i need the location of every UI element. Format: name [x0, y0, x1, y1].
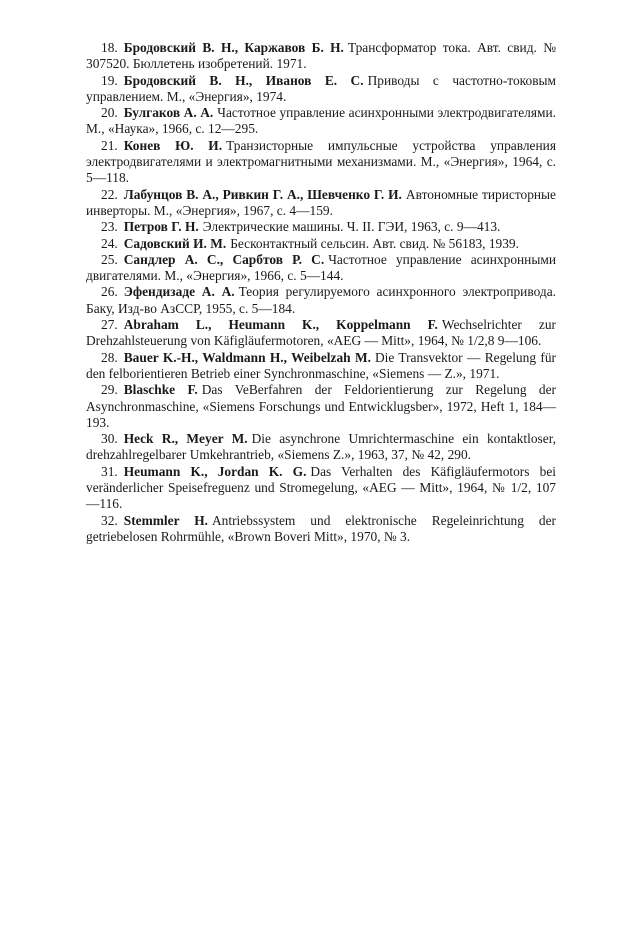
- reference-authors: Садовский И. М.: [123, 235, 227, 251]
- reference-item: [86, 431, 556, 464]
- reference-item: [86, 40, 556, 73]
- reference-authors: Лабунцов В. А., Ривкин Г. А., Шевченко Г. И.: [123, 186, 402, 202]
- reference-number: 23.: [101, 219, 118, 235]
- reference-text: Транзисторные импульсные устройства управления электродвигателями и электромагнитными механизмами. М., «Энергия», 1964, с. 5—118.: [86, 137, 556, 186]
- reference-authors: Heumann K., Jordan K. G.: [123, 463, 307, 479]
- reference-text: Die asynchrone Umrichtermaschine ein kontaktloser, drehzahlregelbarer Umkehrantrieb, «Siemens Z.», 1963, 37, № 42, 290.: [86, 431, 556, 463]
- reference-item: [86, 138, 556, 187]
- reference-text: Die Transvektor — Regelung für den felborientieren Betrieb einer Synchronmaschine, «Siemens — Z.», 1971.: [86, 349, 556, 381]
- reference-item: [86, 187, 556, 220]
- reference-authors: Бродовский В. Н., Каржавов Б. Н.: [123, 40, 344, 55]
- reference-text: Трансформатор тока. Авт. свид. № 307520. Бюллетень изобретений. 1971.: [86, 40, 556, 72]
- reference-number: 25.: [101, 251, 118, 267]
- reference-text: Приводы с частотно-токовым управлением. М., «Энергия», 1974.: [86, 72, 556, 104]
- reference-item: [86, 382, 556, 431]
- reference-authors: Сандлер А. С., Сарбтов Р. С.: [123, 251, 325, 267]
- reference-authors: Heck R., Meyer M.: [123, 431, 248, 447]
- reference-list: [86, 40, 556, 545]
- reference-number: 24.: [101, 235, 118, 251]
- reference-text: Das VeBerfahren der Feldorientierung zur Regelung der Asynchronmaschine, «Siemens Forschungs und Entwicklugsber», 1972, Heft 1, 184—193.: [86, 382, 556, 430]
- reference-authors: Бродовский В. Н., Иванов Е. С.: [123, 72, 364, 88]
- reference-item: [86, 105, 556, 138]
- reference-number: 20.: [101, 105, 118, 121]
- reference-number: 32.: [101, 512, 118, 528]
- reference-text: Теория регулируемого асинхронного электропривода. Баку, Изд-во АзССР, 1955, с. 5—184.: [86, 284, 556, 316]
- reference-authors: Blaschke F.: [123, 382, 198, 398]
- reference-text: Частотное управление асинхронными двигателями. М., «Энергия», 1966, с. 5—144.: [86, 251, 556, 284]
- reference-item: [86, 252, 556, 285]
- reference-text: Antriebssystem und elektronische Regeleinrichtung der getriebelosen Rohrmühle, «Brown Boveri Mitt», 1970, № 3.: [86, 512, 556, 544]
- reference-text: Бесконтактный сельсин. Авт. свид. № 56183, 1939.: [230, 235, 519, 251]
- reference-number: 30.: [101, 431, 118, 447]
- reference-number: 21.: [101, 137, 118, 153]
- reference-text: Частотное управление асинхронными электродвигателями. М., «Наука», 1966, с. 12—295.: [86, 105, 556, 137]
- reference-item: [86, 73, 556, 106]
- reference-item: [86, 284, 556, 317]
- reference-authors: Конев Ю. И.: [123, 137, 223, 153]
- reference-authors: Эфендизаде А. А.: [123, 284, 235, 300]
- reference-item: [86, 219, 556, 235]
- reference-item: [86, 236, 556, 252]
- reference-authors: Stemmler H.: [123, 512, 209, 528]
- reference-text: Электрические машины. Ч. II. ГЭИ, 1963, с. 9—413.: [202, 219, 501, 235]
- reference-item: [86, 350, 556, 383]
- reference-item: [86, 513, 556, 546]
- reference-authors: Bauer K.-H., Waldmann H., Weibelzah M.: [123, 349, 371, 365]
- reference-authors: Булгаков А. А.: [123, 105, 214, 121]
- reference-number: 18.: [101, 40, 118, 55]
- reference-number: 31.: [101, 463, 118, 479]
- reference-authors: Abraham L., Heumann K., Koppelmann F.: [123, 317, 438, 333]
- reference-text: Автономные тиристорные инверторы. М., «Энергия», 1967, с. 4—159.: [86, 186, 556, 218]
- reference-item: [86, 464, 556, 513]
- reference-text: Wechselrichter zur Drehzahlsteuerung von Käfigläufermotoren, «AEG — Mitt», 1964, № 1/2,8 9—106.: [86, 317, 556, 349]
- reference-number: 28.: [101, 349, 118, 365]
- reference-number: 26.: [101, 284, 118, 300]
- reference-text: Das Verhalten des Käfigläufermotors bei veränderlicher Speisefreguenz und Stromegelung, «AEG — Mitt», 1964, № 1/2, 107 —116.: [86, 463, 556, 512]
- reference-item: [86, 317, 556, 350]
- reference-number: 27.: [101, 317, 118, 333]
- reference-number: 29.: [101, 382, 118, 398]
- reference-authors: Петров Г. Н.: [123, 219, 199, 235]
- reference-number: 19.: [101, 72, 118, 88]
- reference-number: 22.: [101, 186, 118, 202]
